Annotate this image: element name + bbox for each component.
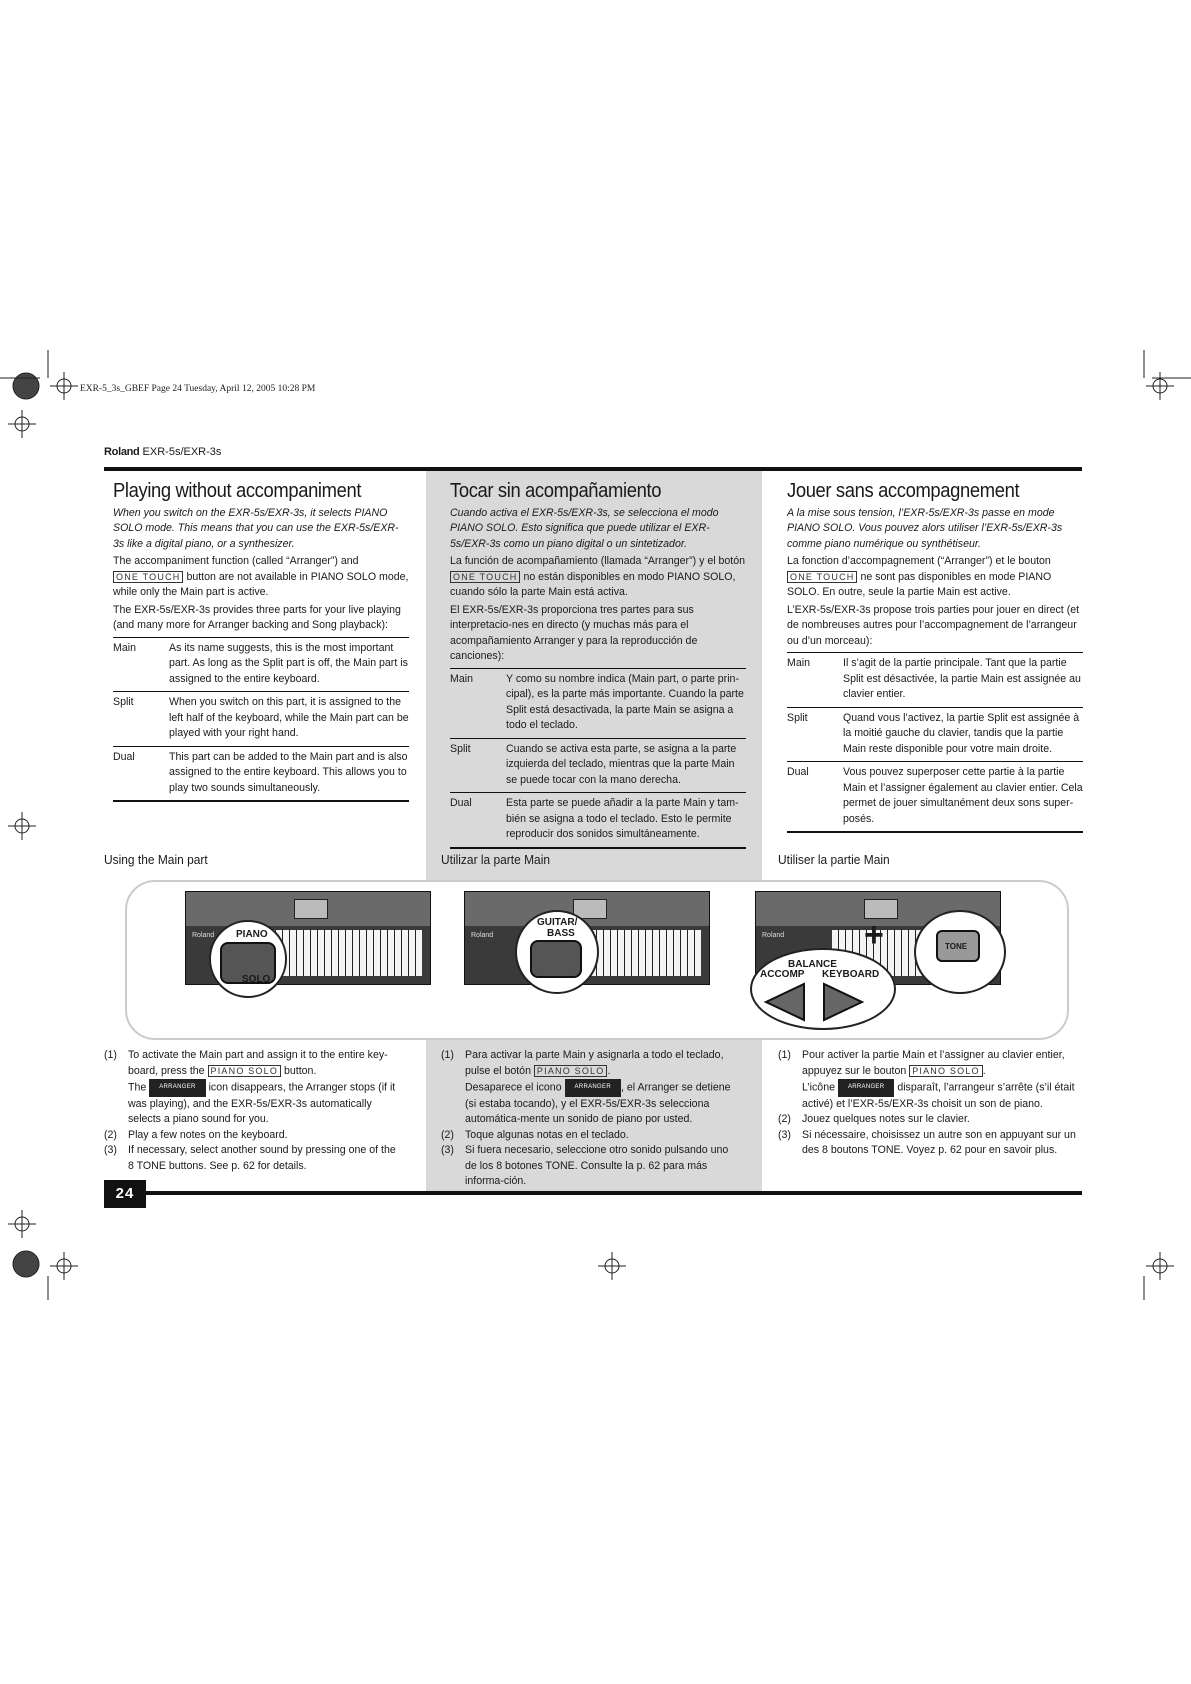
balance-left-arrow-icon xyxy=(766,984,804,1020)
bottom-rule xyxy=(104,1191,1082,1195)
spanish-parts-table xyxy=(450,668,746,849)
solo-label: SOLO xyxy=(242,974,271,985)
table-row: Main Il s’agit de la partie principale. Tant que la partie Split est désactivée, la partie Main est assignée au clavier entier. xyxy=(787,653,1083,708)
english-title: Playing without accompaniment xyxy=(113,480,362,502)
keyboard-label: KEYBOARD xyxy=(822,969,880,980)
table-row: Dual Esta parte se puede añadir a la parte Main y tam-bién se asigna a todo el teclado. Esto le permite reproducir dos sonidos simultáneamente. xyxy=(450,793,746,848)
balance-right-arrow-icon xyxy=(824,984,862,1020)
accomp-label: ACCOMP xyxy=(760,969,805,980)
keyboard-logo: Roland xyxy=(192,932,215,939)
bass-label: BASS xyxy=(547,928,575,939)
keyboard-logo: Roland xyxy=(471,932,494,939)
balance-label: BALANCE xyxy=(788,959,837,970)
arranger-icon: ARRANGER xyxy=(838,1079,894,1097)
spanish-subheading: Utilizar la parte Main xyxy=(441,852,551,867)
spanish-intro: Cuando activa el EXR-5s/EXR-3s, se selecciona el modo PIANO SOLO. Esto significa que puede utilizar el EXR-5s/EXR-3s como un piano digital o un sintetizador. xyxy=(450,506,719,550)
guitar-bass-button[interactable] xyxy=(530,940,582,978)
brand-header xyxy=(104,446,221,458)
french-steps: (1) Pour activer la partie Main et l’assigner au clavier entier, appuyez sur le bouton PIANO SOLO . L’icône ARRANGER disparaît, l’arrangeur s’arrête (s’il était activé) et l’EXR-5s/EXR-3s choisit un son de piano. (2) Jouez quelques notes sur le clavier. (3) Si nécessaire, choisissez un autre son en appuyant sur un des 8 boutons TONE. Voyez p. 62 pour en savoir plus. xyxy=(778,1049,1076,1156)
english-steps: (1) To activate the Main part and assign it to the entire key-board, press the PIANO SOLO button. The ARRANGER icon disappears, the Arranger stops (if it was playing), and the EXR-5s/EXR-3s automatically selects a piano sound for you. (2) Play a few notes on the keyboard. (3) If necessary, select another sound by pressing one of the 8 TONE buttons. See p. 62 for details. xyxy=(104,1049,396,1172)
piano-solo-key: PIANO SOLO xyxy=(909,1065,983,1077)
english-column xyxy=(113,480,409,802)
table-row: Split Quand vous l’activez, la partie Split est assignée à la moitié gauche du clavier, tandis que la partie Main reste disponible pour votre main droite. xyxy=(787,707,1083,762)
english-intro: When you switch on the EXR-5s/EXR-3s, it selects PIANO SOLO mode. This means that you can use the EXR-5s/EXR-3s like a digital piano, or a synthesizer. xyxy=(113,506,399,550)
french-subheading: Utiliser la partie Main xyxy=(778,852,890,867)
table-row: Main Y como su nombre indica (Main part, o parte prin-cipal), es la parte más importante. Cuando la parte Split está desactivada, la parte Main se asigna a todo el teclado. xyxy=(450,668,746,738)
french-intro: A la mise sous tension, l’EXR-5s/EXR-3s passe en mode PIANO SOLO. Vous pouvez alors utiliser l’EXR-5s/EXR-3s comme piano numérique ou synthétiseur. xyxy=(787,506,1063,550)
guitar-label: GUITAR/ xyxy=(537,917,578,928)
french-parts-table xyxy=(787,652,1083,833)
table-row: Split When you switch on this part, it is assigned to the left half of the keyboard, while the Main part can be played with your right hand. xyxy=(113,692,409,747)
print-info: EXR-5_3s_GBEF Page 24 Tuesday, April 12, 2005 10:28 PM xyxy=(80,384,316,394)
english-para-1: The accompaniment function (called “Arranger”) and ONE TOUCH button are not available in PIANO SOLO mode, while only the Main part is active. xyxy=(113,555,409,598)
table-row: Split Cuando se activa esta parte, se asigna a la parte izquierda del teclado, mientras que la parte Main se puede tocar con la mano derecha. xyxy=(450,738,746,793)
spanish-column xyxy=(450,480,746,849)
english-subheading: Using the Main part xyxy=(104,852,208,867)
brand-logo: Roland xyxy=(104,446,140,458)
keyboard-logo: Roland xyxy=(762,932,785,939)
french-para-2: L’EXR-5s/EXR-3s propose trois parties pour jouer en direct (et de nombreuses autres pour l’accompagnement de l’arrangeur ou d’un morceau): xyxy=(787,603,1080,647)
arranger-icon: ARRANGER xyxy=(565,1079,621,1097)
plus-icon: + xyxy=(864,916,884,954)
spanish-para-2: El EXR-5s/EXR-3s proporciona tres partes para sus interpretacio-nes en directo (y muchas más para el acompañamiento Arranger y para la reproducción de canciones): xyxy=(450,603,698,662)
piano-solo-key: PIANO SOLO xyxy=(534,1065,608,1077)
english-para-2: The EXR-5s/EXR-3s provides three parts for your live playing (and many more for Arranger backing and Song playback): xyxy=(113,603,401,631)
french-column xyxy=(787,480,1083,833)
one-touch-key: ONE TOUCH xyxy=(113,571,183,583)
spanish-steps: (1) Para activar la parte Main y asignarla a todo el teclado, pulse el botón PIANO SOLO . Desaparece el icono ARRANGER , el Arranger se detiene (si estaba tocando), y el EXR-5s/EXR-3s selecciona automática-mente un sonido de piano por usted. (2) Toque algunas notas en el teclado. (3) Si fuera necesario, seleccione otro sonido pulsando uno de los 8 botones TONE. Consulte la p. 62 para más informa-ción. xyxy=(441,1049,731,1187)
table-row: Dual This part can be added to the Main part and is also assigned to the entire keyboard. This allows you to play two sounds simultaneously. xyxy=(113,746,409,801)
page-number: 24 xyxy=(104,1180,146,1208)
table-row: Dual Vous pouvez superposer cette partie à la partie Main et l’assigner également au clavier entier. Cela permet de jouer simultanément deux sons super-posés. xyxy=(787,762,1083,833)
spanish-title: Tocar sin acompañamiento xyxy=(450,480,662,502)
model-name: EXR-5s/EXR-3s xyxy=(142,446,222,458)
english-parts-table xyxy=(113,637,409,803)
arranger-icon: ARRANGER xyxy=(149,1079,205,1097)
french-title: Jouer sans accompagnement xyxy=(787,480,1020,502)
piano-solo-key: PIANO SOLO xyxy=(208,1065,282,1077)
table-row: Main As its name suggests, this is the most important part. As long as the Split part is off, the Main part is assigned to the entire keyboard. xyxy=(113,637,409,692)
balance-arrow-buttons[interactable] xyxy=(760,982,880,1022)
piano-label: PIANO xyxy=(236,929,268,940)
spanish-para-1: La función de acompañamiento (llamada “Arranger”) y el botón ONE TOUCH no están disponibles en modo PIANO SOLO, cuando sólo la parte Main está activa. xyxy=(450,555,746,598)
one-touch-key: ONE TOUCH xyxy=(450,571,520,583)
french-para-1: La fonction d’accompagnement (“Arranger”) et le bouton ONE TOUCH ne sont pas disponibles en mode PIANO SOLO. En outre, seule la partie Main est active. xyxy=(787,555,1052,598)
one-touch-key: ONE TOUCH xyxy=(787,571,857,583)
tone-label: TONE xyxy=(945,942,968,951)
